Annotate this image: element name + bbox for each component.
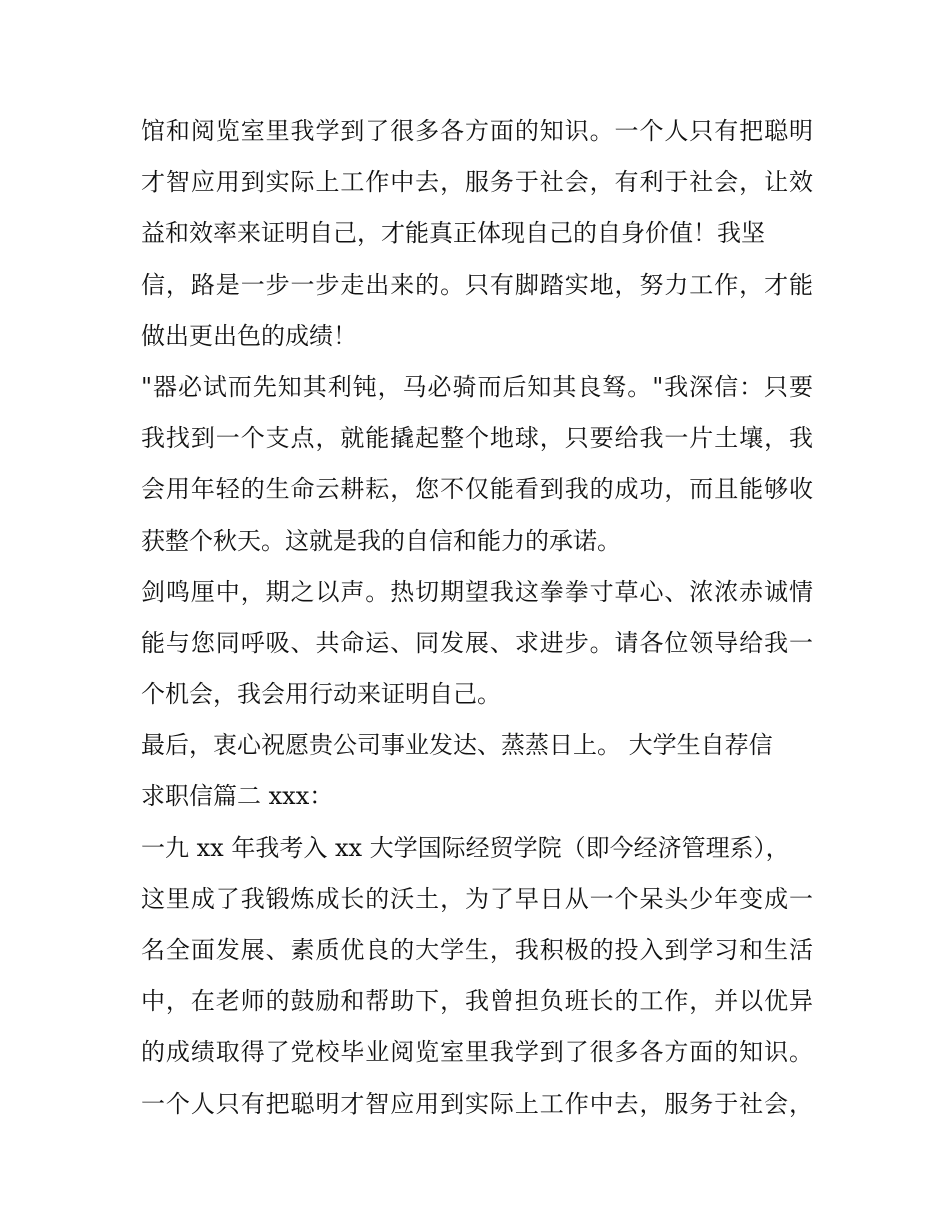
text-line: 我找到一个支点，就能撬起整个地球，只要给我一片土壤，我 [141, 424, 813, 453]
text-line: 一个人只有把聪明才智应用到实际上工作中去，服务于社会， [141, 1089, 813, 1118]
text-line: 的成绩取得了党校毕业阅览室里我学到了很多各方面的知识。 [141, 1038, 813, 1067]
text-line: 一九 xx 年我考入 xx 大学国际经贸学院（即今经济管理系）， [141, 833, 790, 862]
text-line: "器必试而先知其利钝，马必骑而后知其良驽。"我深信：只要 [141, 372, 813, 401]
text-line: 馆和阅览室里我学到了很多各方面的知识。一个人只有把聪明 [141, 117, 813, 145]
text-line: 做出更出色的成绩！ [141, 321, 357, 350]
text-line: 中，在老师的鼓励和帮助下，我曾担负班长的工作，并以优异 [141, 987, 813, 1016]
text-line: 名全面发展、素质优良的大学生，我积极的投入到学习和生活 [141, 936, 813, 964]
body-text [141, 106, 813, 1130]
text-line: 最后，衷心祝愿贵公司事业发达、蒸蒸日上。 大学生自荐信 [141, 731, 773, 760]
text-line: 信，路是一步一步走出来的。只有脚踏实地，努力工作，才能 [141, 270, 813, 299]
text-line: 会用年轻的生命云耕耘，您不仅能看到我的成功，而且能够收 [141, 475, 813, 504]
text-line: 益和效率来证明自己，才能真正体现自己的自身价值！我坚 [141, 219, 765, 248]
text-line: 求职信篇二 xxx： [141, 782, 334, 811]
text-line: 获整个秋天。这就是我的自信和能力的承诺。 [141, 526, 621, 555]
text-line: 个机会，我会用行动来证明自己。 [141, 680, 501, 709]
text-line: 剑鸣厘中，期之以声。热切期望我这拳拳寸草心、浓浓赤诚情 [141, 577, 813, 606]
text-line: 能与您同呼吸、共命运、同发展、求进步。请各位领导给我一 [141, 628, 813, 657]
text-line: 才智应用到实际上工作中去，服务于社会，有利于社会，让效 [141, 168, 813, 197]
text-line: 这里成了我锻炼成长的沃土，为了早日从一个呆头少年变成一 [141, 884, 813, 913]
